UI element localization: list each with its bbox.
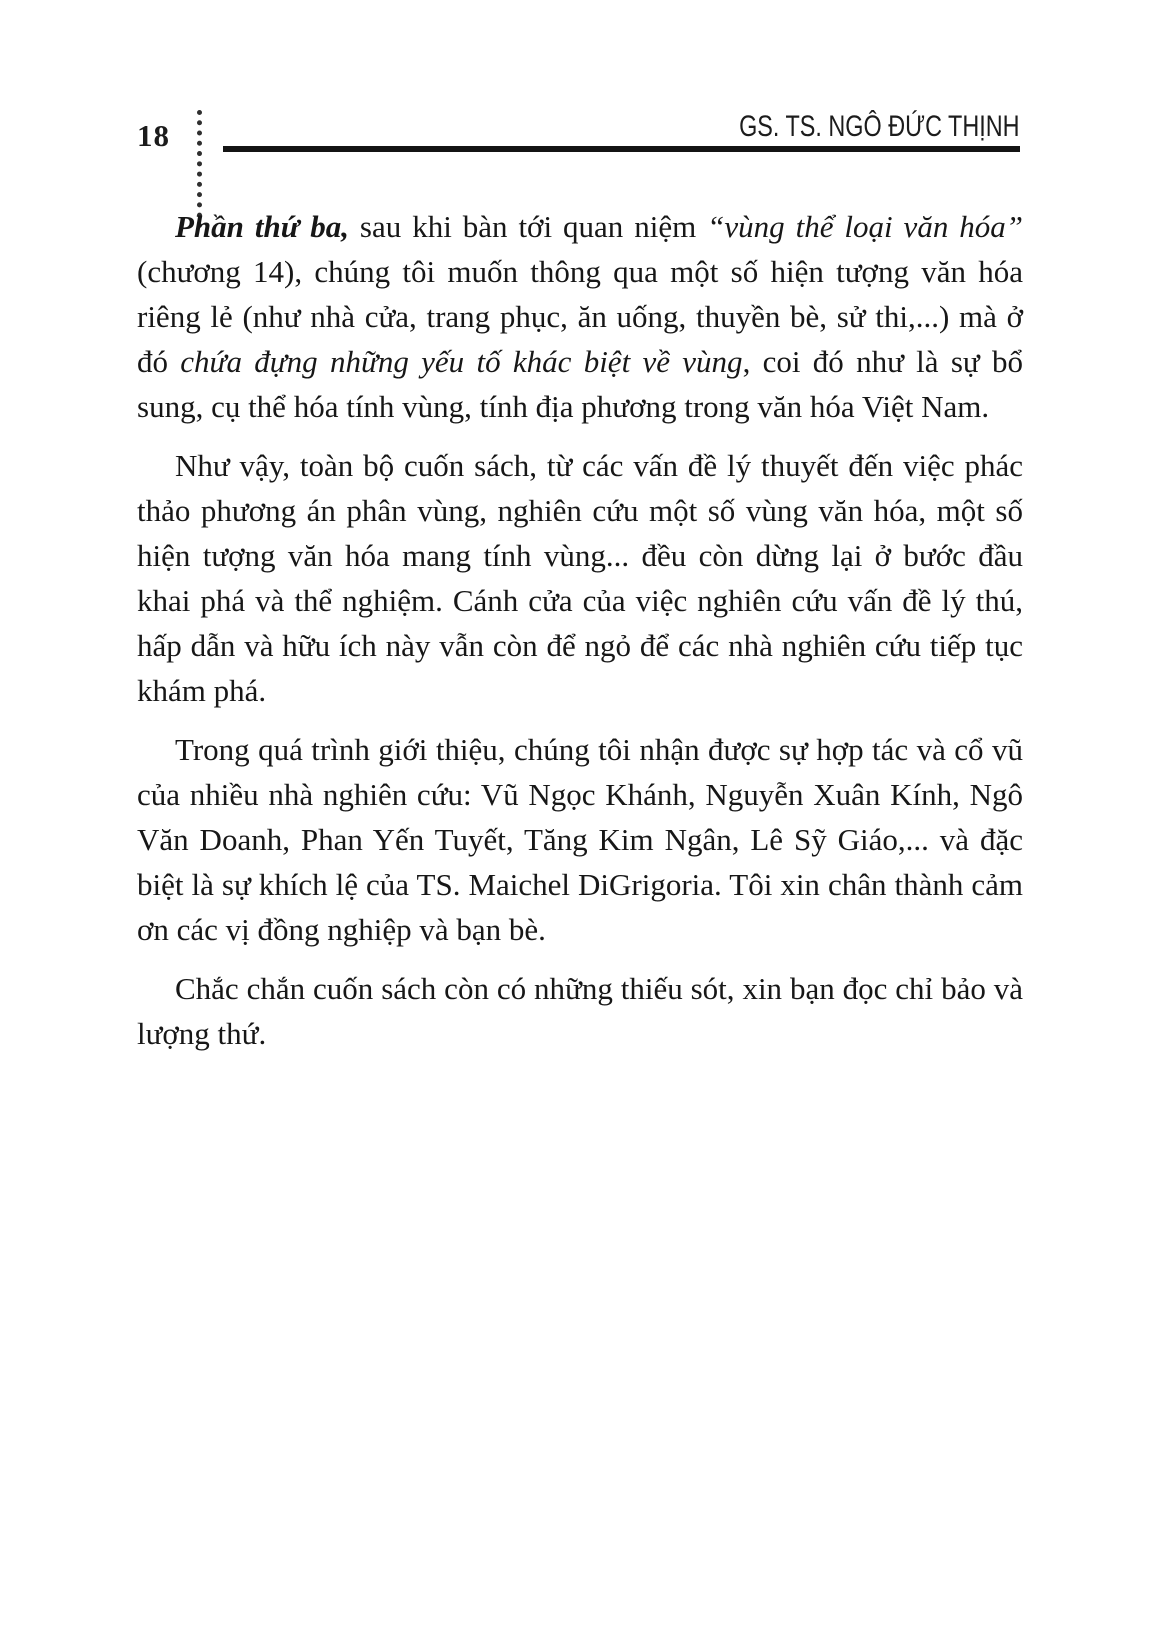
- text-run: (chương 14), chúng tôi muốn thông qua một số hiện tượng văn hóa riêng lẻ (như nhà cửa, trang phục, ăn uống, thuyền bè, sử thi,...) mà ở đó: [137, 254, 1023, 379]
- text-run: sau khi bàn tới quan niệm: [348, 209, 708, 244]
- paragraph: [137, 966, 1023, 1056]
- text-run: chứa đựng những yếu tố khác biệt về vùng: [180, 344, 743, 379]
- page-number: 18: [137, 118, 170, 153]
- text-run: Như vậy, toàn bộ cuốn sách, từ các vấn đề lý thuyết đến việc phác thảo phương án phân vùng, nghiên cứu một số vùng văn hóa, một số hiện tượng văn hóa mang tính vùng... đều còn dừng lại ở bước đầu khai phá và thể nghiệm. Cánh cửa của việc nghiên cứu vấn đề lý thú, hấp dẫn và hữu ích này vẫn còn để ngỏ để các nhà nghiên cứu tiếp tục khám phá.: [137, 448, 1023, 708]
- paragraph: [137, 204, 1023, 429]
- text-run: , coi đó như là sự bổ sung, cụ thể hóa tính vùng, tính địa phương trong văn hóa Việt Nam.: [137, 344, 1023, 424]
- text-run: “vùng thể loại văn hóa”: [707, 209, 1024, 244]
- paragraph: [137, 727, 1023, 952]
- text-run: Phần thứ ba,: [175, 209, 349, 244]
- running-title: GS. TS. NGÔ ĐỨC THỊNH: [739, 110, 1020, 143]
- body-text: [137, 204, 1023, 1070]
- text-run: Chắc chắn cuốn sách còn có những thiếu sót, xin bạn đọc chỉ bảo và lượng thứ.: [137, 971, 1023, 1051]
- header-rule: [223, 146, 1020, 152]
- text-run: Trong quá trình giới thiệu, chúng tôi nhận được sự hợp tác và cổ vũ của nhiều nhà nghiên cứu: Vũ Ngọc Khánh, Nguyễn Xuân Kính, Ngô Văn Doanh, Phan Yến Tuyết, Tăng Kim Ngân, Lê Sỹ Giáo,... và đặc biệt là sự khích lệ của TS. Maichel DiGrigoria. Tôi xin chân thành cảm ơn các vị đồng nghiệp và bạn bè.: [137, 732, 1023, 947]
- paragraph: [137, 443, 1023, 713]
